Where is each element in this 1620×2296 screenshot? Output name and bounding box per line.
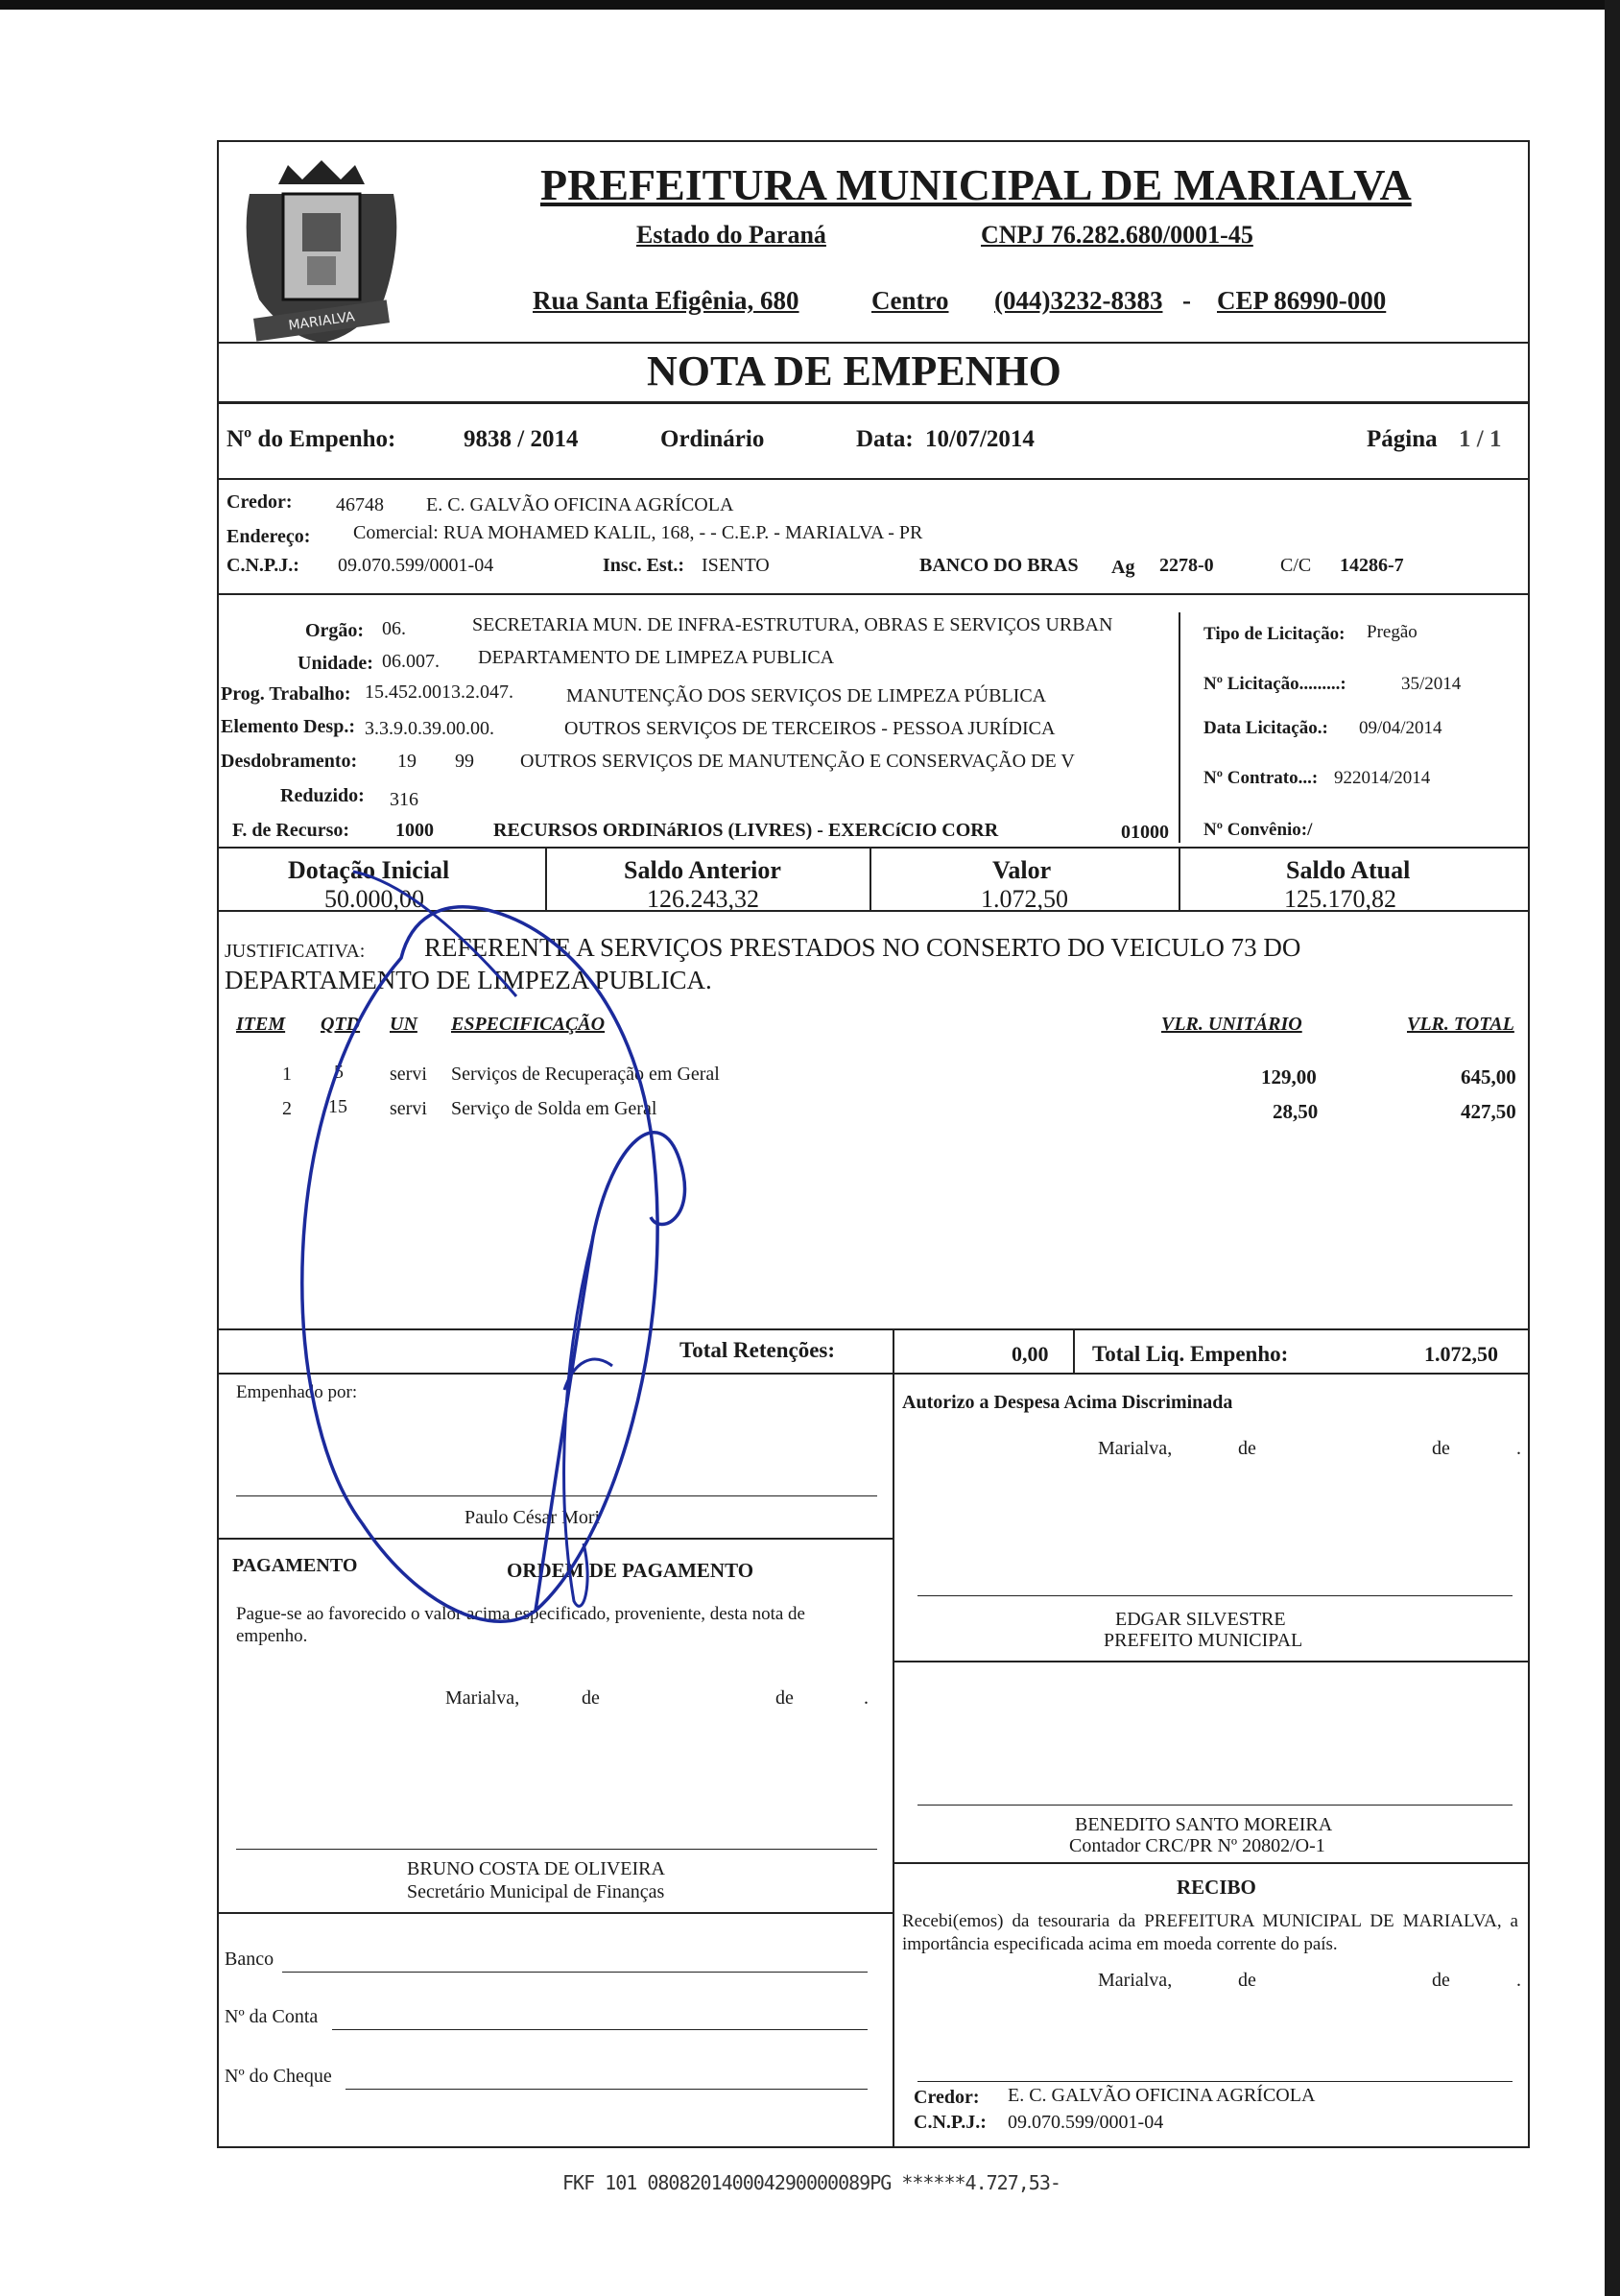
- item-qtd: 15: [328, 1096, 347, 1117]
- empenho-date-label: Data:: [856, 426, 914, 452]
- recurso-desc: RECURSOS ORDINáRIOS (LIVRES) - EXERCíCIO CORR: [493, 820, 999, 841]
- cheque-field[interactable]: [345, 2089, 868, 2090]
- prog-desc: MANUTENÇÃO DOS SERVIÇOS DE LIMPEZA PÚBLICA: [566, 685, 1047, 706]
- contrato-value: 922014/2014: [1334, 768, 1431, 788]
- bank-agency-label: Ag: [1111, 557, 1135, 578]
- empenho-number-label: Nº do Empenho:: [226, 426, 396, 452]
- contador-name: BENEDITO SANTO MOREIRA: [1075, 1814, 1333, 1835]
- address-value: Comercial: RUA MOHAMED KALIL, 168, - - C.E.P. - MARIALVA - PR: [353, 522, 923, 543]
- empenho-number-value: 9838 / 2014: [464, 426, 579, 452]
- col-total: VLR. TOTAL: [1407, 1014, 1514, 1035]
- dotacao-label: Dotação Inicial: [288, 856, 450, 884]
- recibo-de1: de: [1238, 1970, 1256, 1991]
- orgao-code: 06.: [382, 618, 406, 639]
- tipo-licitacao-label: Tipo de Licitação:: [1203, 624, 1346, 644]
- bank-name: BANCO DO BRAS: [919, 555, 1079, 576]
- conta-field[interactable]: [332, 2029, 868, 2030]
- recibo-city: Marialva,: [1098, 1970, 1173, 1991]
- recibo-de2: de: [1432, 1970, 1450, 1991]
- col-qtd: QTD: [321, 1014, 361, 1035]
- recibo-credor-name: E. C. GALVÃO OFICINA AGRÍCOLA: [1008, 2085, 1316, 2106]
- address-label: Endereço:: [226, 526, 311, 547]
- orgao-desc: SECRETARIA MUN. DE INFRA-ESTRUTURA, OBRAS E SERVIÇOS URBAN: [472, 614, 1113, 635]
- cheque-label: Nº do Cheque: [225, 2066, 332, 2087]
- cnpj-label: C.N.P.J.:: [226, 555, 299, 576]
- autorizo-de2: de: [1432, 1438, 1450, 1459]
- item-unit-price: 129,00: [1261, 1065, 1317, 1088]
- item-number: 2: [282, 1098, 292, 1119]
- state-name: Estado do Paraná: [636, 221, 826, 249]
- elem-label: Elemento Desp.:: [221, 716, 355, 737]
- elem-code: 3.3.9.0.39.00.00.: [365, 718, 494, 739]
- empenhado-name: Paulo César Mori: [465, 1507, 601, 1528]
- orgao-label: Orgão:: [305, 620, 365, 641]
- pagamento-dot: .: [864, 1687, 869, 1709]
- address-phone: (044)3232-8383: [994, 286, 1163, 315]
- retencoes-value: 0,00: [1012, 1342, 1049, 1366]
- liq-label: Total Liq. Empenho:: [1092, 1342, 1289, 1366]
- saldo-anterior-value: 126.243,32: [647, 885, 759, 913]
- item-qtd: 5: [334, 1062, 344, 1083]
- bank-account-label: C/C: [1280, 555, 1312, 576]
- dotacao-value: 50.000,00: [324, 885, 424, 913]
- pagamento-de1: de: [582, 1687, 600, 1709]
- pagamento-label: PAGAMENTO: [232, 1555, 358, 1576]
- address-cep: CEP 86990-000: [1217, 286, 1387, 315]
- recibo-label: RECIBO: [1177, 1876, 1256, 1899]
- item-spec: Serviço de Solda em Geral: [451, 1098, 657, 1119]
- saldo-anterior-label: Saldo Anterior: [624, 856, 781, 884]
- prefeito-title: PREFEITO MUNICIPAL: [1104, 1630, 1303, 1651]
- banco-label: Banco: [225, 1949, 274, 1970]
- autorizo-dot: .: [1516, 1438, 1521, 1459]
- insc-label: Insc. Est.:: [603, 555, 685, 576]
- contador-title: Contador CRC/PR Nº 20802/O-1: [1069, 1835, 1325, 1856]
- prefeito-name: EDGAR SILVESTRE: [1115, 1609, 1286, 1630]
- ordem-pagamento-label: ORDEM DE PAGAMENTO: [507, 1559, 754, 1582]
- data-licitacao-label: Data Licitação.:: [1203, 718, 1328, 738]
- saldo-atual-label: Saldo Atual: [1286, 856, 1411, 884]
- cnpj-header: CNPJ 76.282.680/0001-45: [981, 221, 1253, 249]
- valor-value: 1.072,50: [981, 885, 1068, 913]
- address-separator: -: [1182, 286, 1191, 315]
- handwritten-signature: [248, 814, 919, 1659]
- empenho-date-value: 10/07/2014: [925, 426, 1035, 452]
- col-spec: ESPECIFICAÇÃO: [451, 1014, 606, 1035]
- col-un: UN: [390, 1014, 417, 1035]
- autorizo-city: Marialva,: [1098, 1438, 1173, 1459]
- recurso-code2: 01000: [1121, 822, 1169, 843]
- page-value: 1 / 1: [1459, 426, 1502, 452]
- crest-label: MARIALVA: [287, 309, 356, 334]
- scan-right-border: [1605, 0, 1620, 2296]
- pagamento-de2: de: [775, 1687, 794, 1709]
- recibo-credor-label: Credor:: [914, 2087, 980, 2108]
- secretario-name: BRUNO COSTA DE OLIVEIRA: [407, 1858, 665, 1879]
- footer-code: FKF 101 080820140004290000089PG ******4.727,53-: [562, 2171, 1060, 2194]
- convenio-label: Nº Convênio:/: [1203, 820, 1313, 840]
- saldo-atual-value: 125.170,82: [1284, 885, 1396, 913]
- municipal-crest-icon: [230, 155, 413, 347]
- valor-label: Valor: [992, 856, 1052, 884]
- address-district: Centro: [871, 286, 949, 315]
- recibo-text: Recebi(emos) da tesouraria da PREFEITURA MUNICIPAL DE MARIALVA, a importância especificada acima em moeda corrente do país.: [902, 1911, 1518, 1954]
- bank-account-value: 14286-7: [1340, 555, 1404, 576]
- justificativa-label: JUSTIFICATIVA:: [225, 941, 366, 962]
- num-licitacao-value: 35/2014: [1401, 674, 1462, 694]
- insc-value: ISENTO: [702, 555, 770, 576]
- document-title: NOTA DE EMPENHO: [647, 347, 1061, 395]
- recibo-cnpj-value: 09.070.599/0001-04: [1008, 2112, 1164, 2133]
- secretario-title: Secretário Municipal de Finanças: [407, 1881, 665, 1902]
- recurso-code: 1000: [395, 820, 434, 841]
- justificativa-line2: DEPARTAMENTO DE LIMPEZA PUBLICA.: [225, 966, 712, 994]
- autorizo-label: Autorizo a Despesa Acima Discriminada: [902, 1392, 1233, 1413]
- nota-de-empenho-form: [217, 140, 1530, 2148]
- municipality-title: PREFEITURA MUNICIPAL DE MARIALVA: [540, 160, 1412, 209]
- pague-text: Pague-se ao favorecido o valor acima especificado, proveniente, desta nota de empenho.: [236, 1604, 805, 1646]
- empenho-type: Ordinário: [660, 426, 765, 452]
- pagamento-city: Marialva,: [445, 1687, 520, 1709]
- autorizo-de1: de: [1238, 1438, 1256, 1459]
- empenhado-label: Empenhado por:: [236, 1382, 358, 1402]
- retencoes-label: Total Retenções:: [679, 1338, 836, 1362]
- item-total: 645,00: [1461, 1065, 1516, 1088]
- item-total: 427,50: [1461, 1100, 1516, 1123]
- desdobramento-code2: 99: [455, 751, 474, 772]
- banco-field[interactable]: [282, 1972, 868, 1973]
- num-licitacao-label: Nº Licitação.........:: [1203, 674, 1346, 694]
- credor-code: 46748: [336, 494, 384, 515]
- credor-name: E. C. GALVÃO OFICINA AGRÍCOLA: [426, 494, 734, 515]
- item-un: servi: [390, 1064, 427, 1085]
- desdobramento-label: Desdobramento:: [221, 751, 358, 772]
- item-un: servi: [390, 1098, 427, 1119]
- col-unit-price: VLR. UNITÁRIO: [1161, 1014, 1302, 1035]
- tipo-licitacao-value: Pregão: [1367, 622, 1418, 642]
- recibo-dot: .: [1516, 1970, 1521, 1991]
- desdobramento-code1: 19: [397, 751, 417, 772]
- col-item: ITEM: [236, 1014, 286, 1035]
- unidade-label: Unidade:: [298, 653, 373, 674]
- page-label: Página: [1367, 426, 1438, 452]
- item-unit-price: 28,50: [1273, 1100, 1319, 1123]
- reduzido-value: 316: [390, 789, 418, 810]
- justificativa-line1: REFERENTE A SERVIÇOS PRESTADOS NO CONSERTO DO VEICULO 73 DO: [424, 933, 1301, 962]
- prog-label: Prog. Trabalho:: [221, 683, 351, 705]
- data-licitacao-value: 09/04/2014: [1359, 718, 1442, 738]
- recurso-label: F. de Recurso:: [232, 820, 350, 841]
- cnpj-value: 09.070.599/0001-04: [338, 555, 494, 576]
- bank-agency-value: 2278-0: [1159, 555, 1214, 576]
- prog-code: 15.452.0013.2.047.: [365, 682, 513, 703]
- liq-value: 1.072,50: [1424, 1342, 1498, 1366]
- credor-label: Credor:: [226, 491, 293, 513]
- item-number: 1: [282, 1064, 292, 1085]
- address-street: Rua Santa Efigênia, 680: [533, 286, 799, 315]
- item-spec: Serviços de Recuperação em Geral: [451, 1064, 720, 1085]
- recibo-cnpj-label: C.N.P.J.:: [914, 2112, 987, 2133]
- unidade-code: 06.007.: [382, 651, 440, 672]
- elem-desc: OUTROS SERVIÇOS DE TERCEIROS - PESSOA JURÍDICA: [564, 718, 1056, 739]
- desdobramento-desc: OUTROS SERVIÇOS DE MANUTENÇÃO E CONSERVAÇÃO DE V: [520, 751, 1075, 772]
- conta-label: Nº da Conta: [225, 2006, 319, 2027]
- scan-top-border: [0, 0, 1620, 10]
- reduzido-label: Reduzido:: [280, 785, 365, 806]
- unidade-desc: DEPARTAMENTO DE LIMPEZA PUBLICA: [478, 647, 835, 668]
- contrato-label: Nº Contrato...:: [1203, 768, 1319, 788]
